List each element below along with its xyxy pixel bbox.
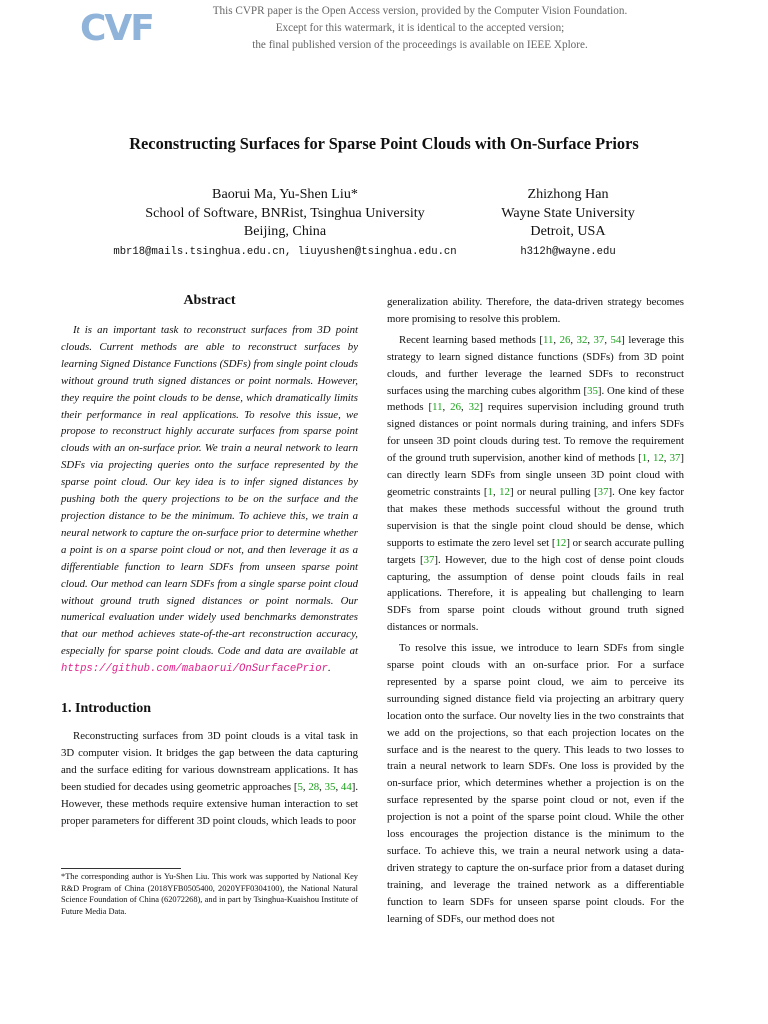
author-email[interactable]: h312h@wayne.edu <box>520 245 616 258</box>
abstract-text <box>61 322 358 678</box>
citation-link[interactable]: 37 <box>597 485 609 498</box>
paragraph-proposed-approach: To resolve this issue, we introduce to learn SDFs from single sparse point clouds with an on-surface prior. For a surface represented by a sparse point cloud, we aim to perceive its surrounding signed distance field via projecting an arbitrary query location onto the surface. Our novelty lies in the two constraints that we add on the projections, so that each projection locates on the surface and is the nearest to the query. This leads to two losses to train a neural network to learn SDFs. One loss is provided by the on-surface prior, which determines whether a projection is on the surface represented by the sparse point cloud or not, even if the projection is not a point of the sparse point cloud. While the other loss encourages the projection distance is the minimum to the surface. To achieve this, we train a neural network using a data-driven strategy to capture the on-surface prior from a dataset during training, and leverage the trained network as a differentiable function to learn SDFs for unseen sparse point clouds. For the learning of SDFs, our method does not <box>387 642 684 925</box>
left-column <box>61 292 358 829</box>
citation-link[interactable]: 26 <box>450 401 461 414</box>
paragraph: generalization ability. Therefore, the data-driven strategy becomes more promising to resolve this problem. <box>387 296 684 325</box>
citation-link[interactable]: 1 <box>487 485 493 498</box>
author-affiliation: School of Software, BNRist, Tsinghua University <box>145 204 425 221</box>
citation-link[interactable]: 11 <box>543 333 554 346</box>
open-access-watermark <box>150 3 690 54</box>
cvf-logo <box>80 6 153 49</box>
intro-text: ]. However, these methods require extensive human interaction to set proper parameters for different 3D point clouds, which leads to poor <box>61 780 359 827</box>
citation-link[interactable]: 12 <box>499 485 510 498</box>
author-block-right <box>478 185 658 261</box>
citation-link[interactable]: 28 <box>308 780 320 793</box>
citation-link[interactable]: 5 <box>297 780 303 793</box>
watermark-line: the final published version of the proceedings is available on IEEE Xplore. <box>252 39 588 51</box>
citation-link[interactable]: 12 <box>555 536 567 549</box>
abstract-body: It is an important task to reconstruct surfaces from 3D point clouds. Current methods are able to reconstruct surfaces by learning Signed Distance Functions (SDFs) from single point clouds without ground truth signed distances or point normals. However, they require the point clouds to be dense, which dramatically limits their performance in real applications. To resolve this issue, we propose to reconstruct highly accurate surfaces from sparse point clouds with an on-surface prior. We train a neural network to learn SDFs via projecting queries onto the surface represented by the sparse point cloud. Our key idea is to infer signed distances by pushing both the query projections to be on the surface and the projection distance to be the minimum. To achieve this, we train a neural network to capture the on-surface prior to determine whether a point is on a sparse point cloud or not, and then leverage it as a differentiable function to learn SDFs from unseen sparse point cloud. Our method can learn SDFs from a single sparse point cloud without ground truth signed distances or point normals. Our numerical evaluation under widely used benchmarks demonstrates that our method achieves state-of-the-art reconstruction accuracy, especially for sparse point clouds. Code and data are available at <box>61 324 358 658</box>
citation-link[interactable]: 37 <box>593 333 605 346</box>
footnote: *The corresponding author is Yu-Shen Liu. This work was supported by National Key R&D Program of China (2018YFB0505400, 2020YFF0304100), the National Natural Science Foundation of China (62072268), and in part by Tsinghua-Kuaishou Institute of Future Media Data. <box>61 872 358 916</box>
author-email[interactable]: mbr18@mails.tsinghua.edu.cn, liuyushen@tsinghua.edu.cn <box>113 245 457 258</box>
intro-paragraph: Reconstructing surfaces from 3D point clouds is a vital task in 3D computer vision. It bridges the gap between the data capturing and the surface editing for various downstream applications. It has been studied for decades using geometric approaches [5, 28, 35, 44]. However, these methods require extensive human interaction to set proper parameters for different 3D point clouds, which leads to poor <box>61 730 359 827</box>
citation-link[interactable]: 54 <box>610 333 622 346</box>
abstract-heading: Abstract <box>183 293 236 308</box>
cvf-logo-text: CVF <box>80 8 153 49</box>
citation-link[interactable]: 12 <box>652 452 664 465</box>
author-location: Detroit, USA <box>530 223 606 240</box>
author-location: Beijing, China <box>243 223 327 240</box>
citation-link[interactable]: 1 <box>641 452 648 465</box>
citation-link[interactable]: 11 <box>432 401 443 414</box>
watermark-line: This CVPR paper is the Open Access version, provided by the Computer Vision Foundation. <box>212 5 628 17</box>
right-column <box>387 294 684 928</box>
author-names: Baorui Ma, Yu-Shen Liu* <box>212 186 358 202</box>
code-link[interactable]: https://github.com/mabaorui/OnSurfacePrior <box>61 663 329 676</box>
citation-link[interactable]: 32 <box>576 333 588 346</box>
citation-link[interactable]: 37 <box>423 553 435 566</box>
paragraph-learning-methods: Recent learning based methods [11, 26, 32, 37, 54] leverage this strategy to learn signed distance functions (SDFs) from 3D point clouds, and further leverage the learned SDFs to reconstruct surfaces using the marching cubes algorithm [35]. One kind of these methods [11, 26, 32] requires supervision including ground truth signed distances or point normals during training, and infers SDFs for unseen 3D point clouds during test. To remove the requirement of the ground truth supervision, another kind of methods [1, 12, 37] can directly learn SDFs from single unseen 3D point cloud with geometric constraints [1, 12] or neural pulling [37]. One key factor that makes these methods successful without the ground truth supervision is that the single point cloud should be dense, which supports to estimate the zero level set [12] or search accurate pulling targets [37]. However, due to the high cost of dense point clouds capturing, the assumption of dense point clouds fails in real applications. Therefore, it is appealing but challenging to learn SDFs from sparse point clouds without ground truth signed distances or normals. <box>387 333 684 634</box>
citation-link[interactable]: 44 <box>340 780 352 793</box>
author-affiliation: Wayne State University <box>501 204 635 221</box>
citation-link[interactable]: 26 <box>559 333 571 346</box>
citation-link[interactable]: 35 <box>587 384 598 397</box>
watermark-line: Except for this watermark, it is identical to the accepted version; <box>275 22 565 34</box>
section-heading-introduction: 1. Introduction <box>61 701 151 717</box>
author-block-left <box>70 185 500 261</box>
citation-link[interactable]: 35 <box>324 780 336 793</box>
author-names: Zhizhong Han <box>527 186 609 202</box>
paper-title: Reconstructing Surfaces for Sparse Point Clouds with On-Surface Priors <box>129 134 639 153</box>
citation-link[interactable]: 32 <box>468 401 480 414</box>
intro-text: Reconstructing surfaces from 3D point clouds is a vital task in 3D computer vision. It bridges the gap between the data capturing and the surface editing for various downstream applications. It has been studied for decades using geometric approaches [ <box>61 730 358 793</box>
abstract-end: . <box>328 662 331 675</box>
footnote-divider <box>61 868 181 869</box>
citation-link[interactable]: 37 <box>669 452 681 465</box>
